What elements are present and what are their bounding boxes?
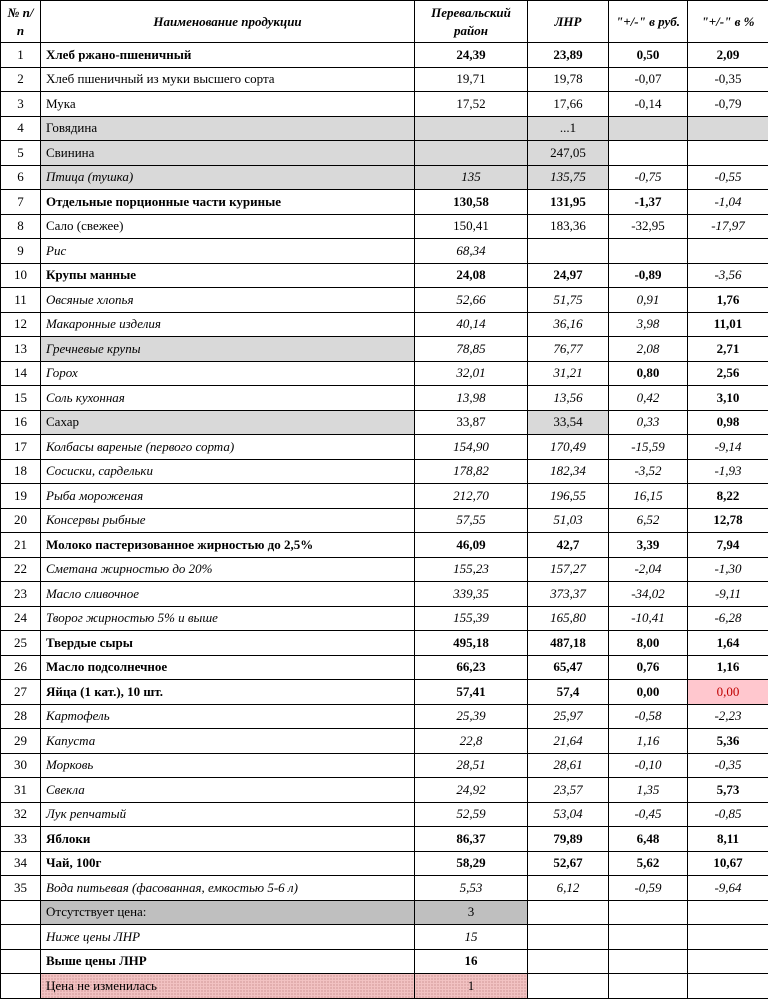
summary-value: 16 — [415, 949, 528, 974]
row-number: 1 — [1, 43, 41, 68]
price-lnr: 182,34 — [528, 459, 609, 484]
price-lnr: 183,36 — [528, 214, 609, 239]
price-diff-pct: 10,67 — [688, 851, 768, 876]
price-district: 68,34 — [415, 239, 528, 264]
price-district: 58,29 — [415, 851, 528, 876]
product-name: Соль кухонная — [41, 386, 415, 411]
price-diff-pct: -0,85 — [688, 802, 768, 827]
price-lnr: 373,37 — [528, 582, 609, 607]
row-number: 34 — [1, 851, 41, 876]
product-name: Картофель — [41, 704, 415, 729]
table-row — [1, 533, 768, 558]
price-diff-pct: 1,76 — [688, 288, 768, 313]
price-diff-pct: -9,14 — [688, 435, 768, 460]
row-number: 26 — [1, 655, 41, 680]
price-diff-rub: -0,89 — [609, 263, 688, 288]
price-diff-pct: 7,94 — [688, 533, 768, 558]
price-district: 17,52 — [415, 92, 528, 117]
price-lnr: 21,64 — [528, 729, 609, 754]
table-row — [1, 141, 768, 166]
row-number: 29 — [1, 729, 41, 754]
price-diff-rub: 1,16 — [609, 729, 688, 754]
price-diff-pct: 12,78 — [688, 508, 768, 533]
summary-empty — [609, 925, 688, 950]
price-diff-pct: -1,30 — [688, 557, 768, 582]
table-row — [1, 827, 768, 852]
price-district: 66,23 — [415, 655, 528, 680]
price-diff-pct: -6,28 — [688, 606, 768, 631]
price-diff-pct: -3,56 — [688, 263, 768, 288]
price-diff-pct: 5,73 — [688, 778, 768, 803]
row-number: 24 — [1, 606, 41, 631]
price-diff-pct: 0,98 — [688, 410, 768, 435]
product-name: Творог жирностью 5% и выше — [41, 606, 415, 631]
price-diff-pct: -0,35 — [688, 67, 768, 92]
price-lnr: 6,12 — [528, 876, 609, 901]
row-number: 11 — [1, 288, 41, 313]
price-diff-pct: 8,22 — [688, 484, 768, 509]
row-number: 6 — [1, 165, 41, 190]
price-lnr: 53,04 — [528, 802, 609, 827]
header-num: № п/п — [1, 1, 41, 43]
price-diff-pct: -2,23 — [688, 704, 768, 729]
header-district: Перевальский район — [415, 1, 528, 43]
price-diff-rub: 0,00 — [609, 680, 688, 705]
price-lnr: 247,05 — [528, 141, 609, 166]
product-name: Сосиски, сардельки — [41, 459, 415, 484]
price-diff-rub: -34,02 — [609, 582, 688, 607]
price-diff-pct: -0,55 — [688, 165, 768, 190]
summary-value: 1 — [415, 974, 528, 999]
price-district: 24,92 — [415, 778, 528, 803]
price-district: 46,09 — [415, 533, 528, 558]
table-row — [1, 165, 768, 190]
table-row — [1, 288, 768, 313]
price-diff-rub: 0,42 — [609, 386, 688, 411]
summary-row — [1, 900, 768, 925]
summary-empty — [609, 900, 688, 925]
product-name: Отдельные порционные части куриные — [41, 190, 415, 215]
summary-label: Выше цены ЛНР — [41, 949, 415, 974]
table-row — [1, 582, 768, 607]
price-district: 339,35 — [415, 582, 528, 607]
row-number: 35 — [1, 876, 41, 901]
price-district: 24,39 — [415, 43, 528, 68]
product-name: Хлеб ржано-пшеничный — [41, 43, 415, 68]
price-district: 135 — [415, 165, 528, 190]
summary-empty — [528, 974, 609, 999]
table-row — [1, 802, 768, 827]
price-lnr: 51,75 — [528, 288, 609, 313]
row-number: 33 — [1, 827, 41, 852]
price-diff-pct: 3,10 — [688, 386, 768, 411]
price-diff-pct: 8,11 — [688, 827, 768, 852]
price-district: 24,08 — [415, 263, 528, 288]
header-diff-rub: "+/-" в руб. — [609, 1, 688, 43]
price-diff-rub: -32,95 — [609, 214, 688, 239]
price-lnr: 28,61 — [528, 753, 609, 778]
price-lnr: 131,95 — [528, 190, 609, 215]
price-diff-rub: 1,35 — [609, 778, 688, 803]
price-lnr: 33,54 — [528, 410, 609, 435]
product-name: Чай, 100г — [41, 851, 415, 876]
product-name: Макаронные изделия — [41, 312, 415, 337]
summary-empty — [688, 949, 768, 974]
price-diff-pct: -1,04 — [688, 190, 768, 215]
price-lnr: 52,67 — [528, 851, 609, 876]
price-district: 13,98 — [415, 386, 528, 411]
price-diff-pct: -9,64 — [688, 876, 768, 901]
row-number: 3 — [1, 92, 41, 117]
price-diff-rub: -10,41 — [609, 606, 688, 631]
price-diff-rub: -0,14 — [609, 92, 688, 117]
product-name: Лук репчатый — [41, 802, 415, 827]
price-diff-pct: 1,64 — [688, 631, 768, 656]
price-diff-rub: 0,33 — [609, 410, 688, 435]
price-district: 28,51 — [415, 753, 528, 778]
price-diff-rub: 0,76 — [609, 655, 688, 680]
price-lnr: 19,78 — [528, 67, 609, 92]
price-district: 155,23 — [415, 557, 528, 582]
price-lnr: 23,89 — [528, 43, 609, 68]
price-diff-rub: 5,62 — [609, 851, 688, 876]
summary-empty — [688, 974, 768, 999]
row-number: 23 — [1, 582, 41, 607]
product-name: Рыба мороженая — [41, 484, 415, 509]
price-district: 57,55 — [415, 508, 528, 533]
table-row — [1, 557, 768, 582]
price-district: 33,87 — [415, 410, 528, 435]
price-lnr: 196,55 — [528, 484, 609, 509]
price-diff-rub: -0,45 — [609, 802, 688, 827]
summary-label: Цена не изменилась — [41, 974, 415, 999]
row-number: 10 — [1, 263, 41, 288]
price-lnr: 31,21 — [528, 361, 609, 386]
summary-empty — [609, 974, 688, 999]
product-name: Капуста — [41, 729, 415, 754]
price-diff-rub: 0,91 — [609, 288, 688, 313]
summary-empty — [528, 949, 609, 974]
price-diff-rub: -0,10 — [609, 753, 688, 778]
summary-row — [1, 974, 768, 999]
price-district: 130,58 — [415, 190, 528, 215]
row-number: 5 — [1, 141, 41, 166]
product-name: Горох — [41, 361, 415, 386]
price-lnr: 170,49 — [528, 435, 609, 460]
table-row — [1, 92, 768, 117]
summary-row — [1, 925, 768, 950]
price-diff-rub — [609, 116, 688, 141]
summary-empty — [688, 900, 768, 925]
product-name: Гречневые крупы — [41, 337, 415, 362]
row-number: 17 — [1, 435, 41, 460]
product-name: Яблоки — [41, 827, 415, 852]
price-diff-rub: 6,52 — [609, 508, 688, 533]
price-district: 178,82 — [415, 459, 528, 484]
header-row — [1, 1, 768, 43]
price-diff-rub: 8,00 — [609, 631, 688, 656]
summary-empty — [688, 925, 768, 950]
product-name: Свинина — [41, 141, 415, 166]
product-name: Рис — [41, 239, 415, 264]
price-lnr: 157,27 — [528, 557, 609, 582]
table-row — [1, 729, 768, 754]
row-number: 4 — [1, 116, 41, 141]
product-name: Твердые сыры — [41, 631, 415, 656]
product-name: Консервы рыбные — [41, 508, 415, 533]
header-diff-pct: "+/-" в % — [688, 1, 768, 43]
price-district: 52,59 — [415, 802, 528, 827]
price-district: 57,41 — [415, 680, 528, 705]
product-name: Сало (свежее) — [41, 214, 415, 239]
row-number: 19 — [1, 484, 41, 509]
row-number: 25 — [1, 631, 41, 656]
row-number: 14 — [1, 361, 41, 386]
price-diff-rub: -0,75 — [609, 165, 688, 190]
summary-label: Отсутствует цена: — [41, 900, 415, 925]
table-row — [1, 386, 768, 411]
header-name: Наименование продукции — [41, 1, 415, 43]
price-lnr: 42,7 — [528, 533, 609, 558]
product-name: Колбасы вареные (первого сорта) — [41, 435, 415, 460]
row-number: 20 — [1, 508, 41, 533]
product-name: Хлеб пшеничный из муки высшего сорта — [41, 67, 415, 92]
price-diff-pct: -17,97 — [688, 214, 768, 239]
summary-empty — [609, 949, 688, 974]
table-row — [1, 876, 768, 901]
price-diff-pct: 5,36 — [688, 729, 768, 754]
price-district — [415, 116, 528, 141]
table-row — [1, 606, 768, 631]
price-diff-rub — [609, 239, 688, 264]
price-diff-pct: -0,79 — [688, 92, 768, 117]
price-lnr: 135,75 — [528, 165, 609, 190]
table-row — [1, 312, 768, 337]
price-lnr: 51,03 — [528, 508, 609, 533]
price-district: 32,01 — [415, 361, 528, 386]
price-diff-rub: 0,50 — [609, 43, 688, 68]
price-diff-rub: 6,48 — [609, 827, 688, 852]
row-number: 8 — [1, 214, 41, 239]
price-diff-rub: -0,58 — [609, 704, 688, 729]
price-diff-rub: -2,04 — [609, 557, 688, 582]
price-diff-rub: 0,80 — [609, 361, 688, 386]
table-row — [1, 680, 768, 705]
price-lnr — [528, 239, 609, 264]
summary-blank — [1, 974, 41, 999]
summary-label: Ниже цены ЛНР — [41, 925, 415, 950]
price-diff-pct: 2,71 — [688, 337, 768, 362]
table-row — [1, 410, 768, 435]
price-district: 154,90 — [415, 435, 528, 460]
price-diff-rub — [609, 141, 688, 166]
row-number: 13 — [1, 337, 41, 362]
product-name: Вода питьевая (фасованная, емкостью 5-6 л) — [41, 876, 415, 901]
product-name: Птица (тушка) — [41, 165, 415, 190]
price-lnr: 65,47 — [528, 655, 609, 680]
price-district: 86,37 — [415, 827, 528, 852]
price-diff-pct: -0,35 — [688, 753, 768, 778]
row-number: 2 — [1, 67, 41, 92]
price-district: 495,18 — [415, 631, 528, 656]
price-lnr: 487,18 — [528, 631, 609, 656]
table-row — [1, 116, 768, 141]
summary-empty — [528, 925, 609, 950]
price-lnr: 57,4 — [528, 680, 609, 705]
row-number: 30 — [1, 753, 41, 778]
summary-value: 15 — [415, 925, 528, 950]
header-lnr: ЛНР — [528, 1, 609, 43]
product-name: Овсяные хлопья — [41, 288, 415, 313]
price-district: 25,39 — [415, 704, 528, 729]
price-diff-rub: 2,08 — [609, 337, 688, 362]
row-number: 7 — [1, 190, 41, 215]
price-diff-rub: 16,15 — [609, 484, 688, 509]
price-diff-pct: -1,93 — [688, 459, 768, 484]
summary-value: 3 — [415, 900, 528, 925]
price-district: 19,71 — [415, 67, 528, 92]
product-name: Мука — [41, 92, 415, 117]
summary-empty — [528, 900, 609, 925]
price-diff-rub: 3,39 — [609, 533, 688, 558]
row-number: 15 — [1, 386, 41, 411]
price-diff-rub: -1,37 — [609, 190, 688, 215]
row-number: 22 — [1, 557, 41, 582]
product-name: Яйца (1 кат.), 10 шт. — [41, 680, 415, 705]
price-diff-rub: -15,59 — [609, 435, 688, 460]
price-lnr: 24,97 — [528, 263, 609, 288]
price-diff-rub: -0,07 — [609, 67, 688, 92]
row-number: 31 — [1, 778, 41, 803]
price-lnr: 76,77 — [528, 337, 609, 362]
price-district: 78,85 — [415, 337, 528, 362]
price-diff-rub: 3,98 — [609, 312, 688, 337]
table-row — [1, 190, 768, 215]
price-district: 212,70 — [415, 484, 528, 509]
summary-blank — [1, 900, 41, 925]
price-district: 150,41 — [415, 214, 528, 239]
price-diff-pct: 0,00 — [688, 680, 768, 705]
table-row — [1, 704, 768, 729]
price-lnr: 79,89 — [528, 827, 609, 852]
table-row — [1, 239, 768, 264]
price-diff-pct — [688, 141, 768, 166]
row-number: 28 — [1, 704, 41, 729]
price-diff-pct — [688, 239, 768, 264]
table-row — [1, 631, 768, 656]
table-row — [1, 778, 768, 803]
price-district — [415, 141, 528, 166]
summary-blank — [1, 949, 41, 974]
price-lnr: 36,16 — [528, 312, 609, 337]
table-row — [1, 214, 768, 239]
price-lnr: 17,66 — [528, 92, 609, 117]
summary-row — [1, 949, 768, 974]
table-row — [1, 508, 768, 533]
product-name: Сметана жирностью до 20% — [41, 557, 415, 582]
product-name: Говядина — [41, 116, 415, 141]
product-name: Крупы манные — [41, 263, 415, 288]
table-row — [1, 851, 768, 876]
table-row — [1, 655, 768, 680]
table-row — [1, 459, 768, 484]
table-row — [1, 43, 768, 68]
row-number: 9 — [1, 239, 41, 264]
price-diff-pct — [688, 116, 768, 141]
price-diff-rub: -0,59 — [609, 876, 688, 901]
product-name: Масло сливочное — [41, 582, 415, 607]
row-number: 12 — [1, 312, 41, 337]
row-number: 18 — [1, 459, 41, 484]
product-name: Масло подсолнечное — [41, 655, 415, 680]
table-row — [1, 361, 768, 386]
price-lnr: ...1 — [528, 116, 609, 141]
price-district: 22,8 — [415, 729, 528, 754]
price-lnr: 23,57 — [528, 778, 609, 803]
price-district: 40,14 — [415, 312, 528, 337]
row-number: 16 — [1, 410, 41, 435]
price-district: 52,66 — [415, 288, 528, 313]
table-row — [1, 484, 768, 509]
price-diff-pct: 2,56 — [688, 361, 768, 386]
table-row — [1, 337, 768, 362]
price-diff-rub: -3,52 — [609, 459, 688, 484]
price-diff-pct: -9,11 — [688, 582, 768, 607]
price-district: 155,39 — [415, 606, 528, 631]
table-row — [1, 67, 768, 92]
table-row — [1, 753, 768, 778]
price-district: 5,53 — [415, 876, 528, 901]
price-lnr: 25,97 — [528, 704, 609, 729]
summary-blank — [1, 925, 41, 950]
price-diff-pct: 1,16 — [688, 655, 768, 680]
product-name: Свекла — [41, 778, 415, 803]
row-number: 27 — [1, 680, 41, 705]
row-number: 21 — [1, 533, 41, 558]
product-name: Сахар — [41, 410, 415, 435]
price-diff-pct: 2,09 — [688, 43, 768, 68]
product-name: Молоко пастеризованное жирностью до 2,5% — [41, 533, 415, 558]
product-name: Морковь — [41, 753, 415, 778]
table-row — [1, 435, 768, 460]
row-number: 32 — [1, 802, 41, 827]
price-diff-pct: 11,01 — [688, 312, 768, 337]
table-row — [1, 263, 768, 288]
price-lnr: 165,80 — [528, 606, 609, 631]
price-lnr: 13,56 — [528, 386, 609, 411]
